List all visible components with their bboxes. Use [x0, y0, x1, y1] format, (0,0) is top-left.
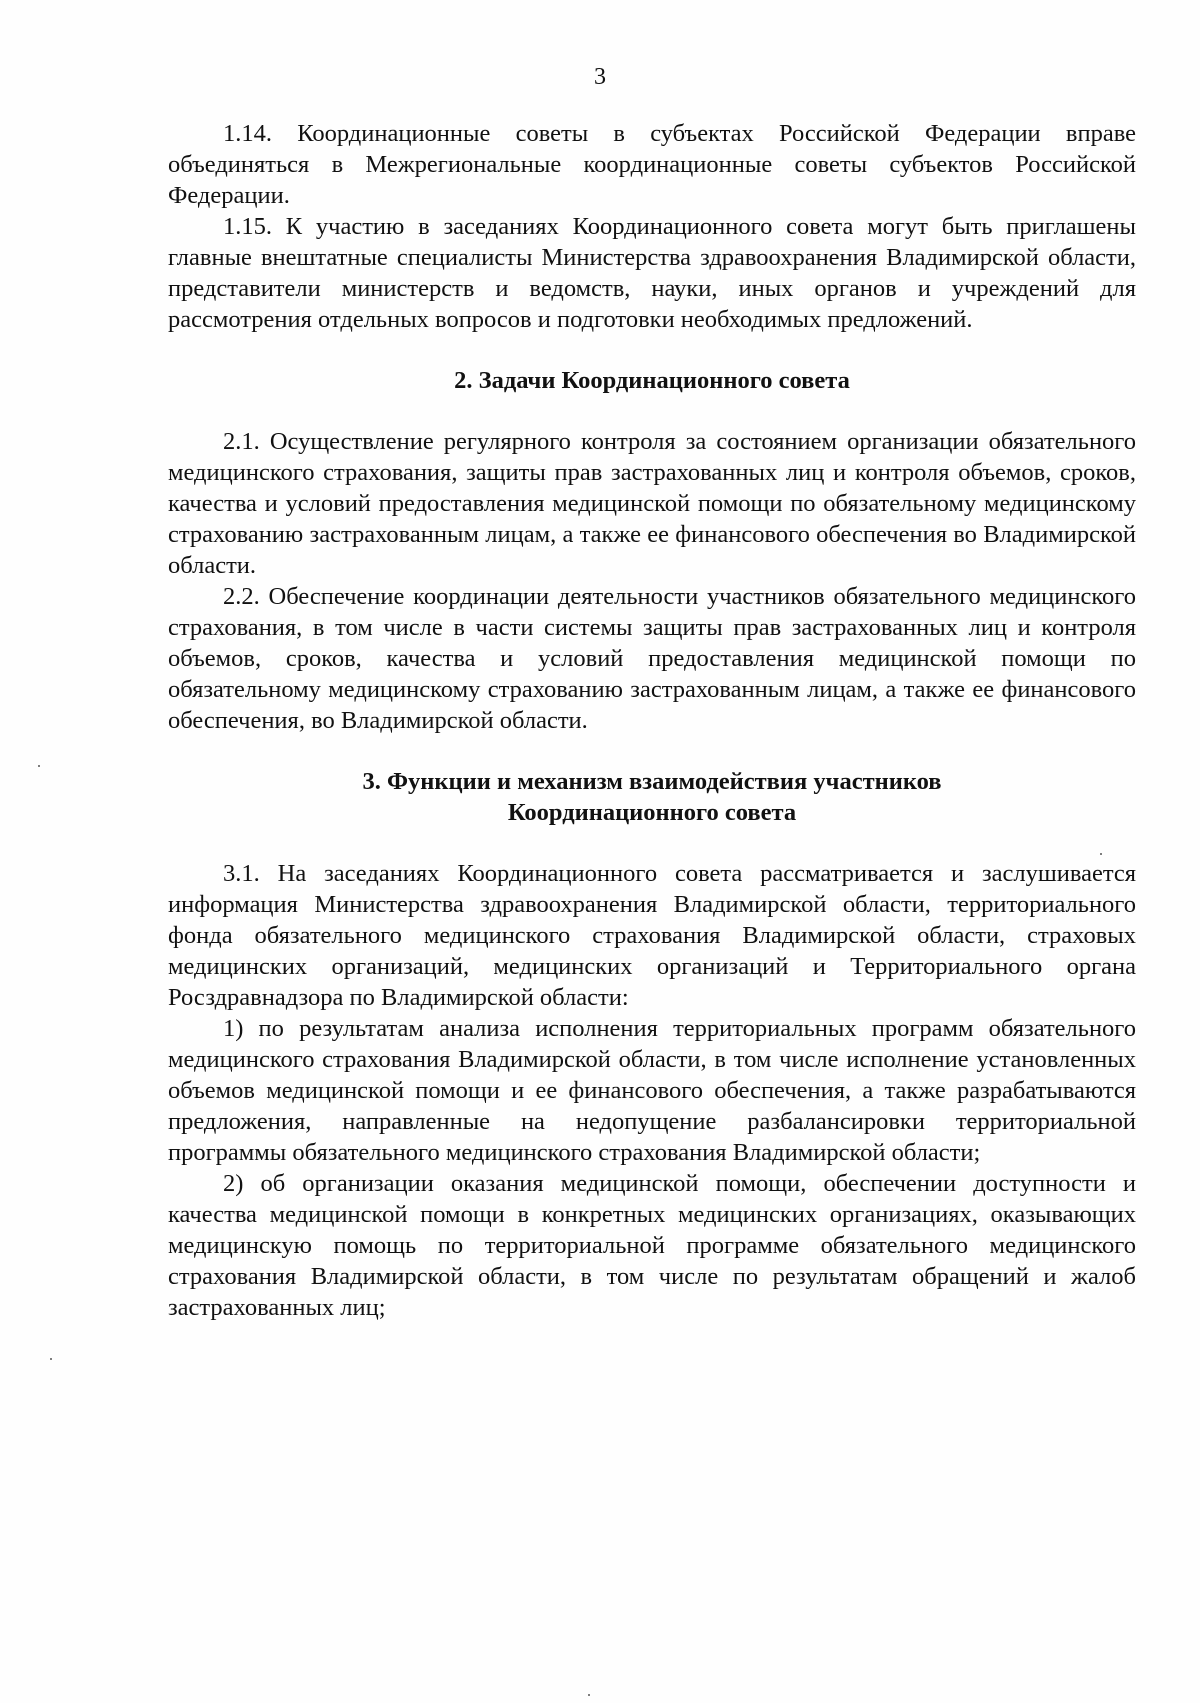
scan-speck: [588, 1694, 590, 1696]
paragraph-1-15: 1.15. К участию в заседаниях Координационного совета могут быть приглашены главные внештатные специалисты Министерства здравоохранения Владимирской области, представители министерств и ведомств, науки, иных органов и учреждений для рассмотрения отдельных вопросов и подготовки необходимых предложений.: [168, 213, 1136, 333]
paragraph-1-14: 1.14. Координационные советы в субъектах Российской Федерации вправе объединяться в Межрегиональные координационные советы субъектов Российской Федерации.: [168, 120, 1136, 209]
section-3-heading-line-2: Координационного совета: [507, 799, 797, 826]
section-2-heading: 2. Задачи Координационного совета: [454, 367, 850, 394]
list-item-1: 1) по результатам анализа исполнения территориальных программ обязательного медицинского страхования Владимирской области, в том числе исполнение установленных объемов медицинской помощи и ее финансового обеспечения, а также разрабатываются предложения, направленные на недопущение разбалансировки территориальной программы обязательного медицинского страхования Владимирской области;: [168, 1015, 1136, 1166]
document-body: [168, 118, 1136, 1323]
page-number: 3: [594, 64, 606, 90]
section-3-heading-line-1: 3. Функции и механизм взаимодействия участников: [362, 768, 942, 795]
paragraph-2-1: 2.1. Осуществление регулярного контроля за состоянием организации обязательного медицинского страхования, защиты прав застрахованных лиц и контроля объемов, сроков, качества и условий предоставления медицинской помощи по обязательному медицинскому страхованию застрахованным лицам, а также ее финансового обеспечения во Владимирской области.: [168, 428, 1136, 579]
list-item-2: 2) об организации оказания медицинской помощи, обеспечении доступности и качества медицинской помощи в конкретных медицинских организациях, оказывающих медицинскую помощь по территориальной программе обязательного медицинского страхования Владимирской области, в том числе по результатам обращений и жалоб застрахованных лиц;: [168, 1170, 1136, 1321]
scan-speck: [50, 1358, 52, 1360]
paragraph-2-2: 2.2. Обеспечение координации деятельности участников обязательного медицинского страхования, в том числе в части системы защиты прав застрахованных лиц и контроля объемов, сроков, качества и условий предоставления медицинской помощи по обязательному медицинскому страхованию застрахованным лицам, а также ее финансового обеспечения, во Владимирской области.: [168, 583, 1136, 734]
scan-speck: [38, 765, 40, 767]
paragraph-3-1: 3.1. На заседаниях Координационного совета рассматривается и заслушивается информация Министерства здравоохранения Владимирской области, территориального фонда обязательного медицинского страхования Владимирской области, страховых медицинских организаций, медицинских организаций и Территориального органа Росздравнадзора по Владимирской области:: [168, 860, 1136, 1011]
scan-speck: [1100, 853, 1102, 855]
